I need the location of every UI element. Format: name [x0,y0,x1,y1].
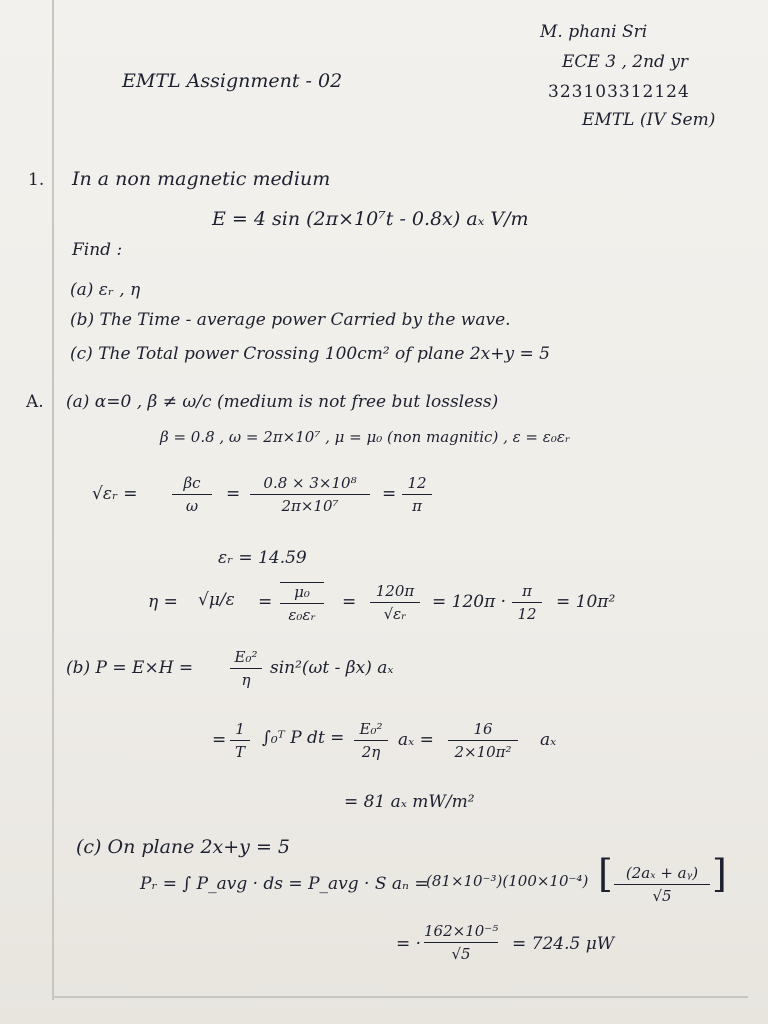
part-c-plane: (c) On plane 2x+y = 5 [76,836,290,858]
fraction-e0sq-over-eta: E₀² η [230,648,262,689]
bottom-rule [52,996,748,998]
fraction-pi-over-12: π 12 [512,582,542,623]
ax-unit: aₓ [540,730,557,750]
part-b-result: = 81 aₓ mW/m² [344,792,475,812]
part-c-power-integral: Pᵣ = ∫ P_avg · ds = P_avg · S aₙ = [140,874,429,894]
part-b-question: (b) The Time - average power Carried by the wave. [70,310,511,330]
margin-line [52,0,54,1000]
fraction-12-over-pi: 12 π [402,474,432,515]
equals-dot: = · [396,934,422,954]
part-c-question: (c) The Total power Crossing 100cm² of plane 2x+y = 5 [70,344,550,364]
fraction-120pi-over-sqrt-er: 120π √εᵣ [370,582,420,623]
fraction-beta-c-over-omega: βc ω [172,474,212,515]
time-integral: ∫₀ᵀ P dt = [262,728,345,748]
roll-number: 323103312124 [548,82,690,102]
equals-sign: = [212,730,227,750]
eta-mid: = 120π · [432,592,507,612]
eta-lhs: η = [148,592,178,612]
part-b-poynting: (b) P = E×H = [66,658,194,678]
student-class: ECE 3 , 2nd yr [562,52,689,72]
fraction-162e-5-over-sqrt5: 162×10⁻⁵ √5 [424,922,499,963]
part-a-givens: β = 0.8 , ω = 2π×10⁷ , μ = μ₀ (non magnitic) , ε = ε₀εᵣ [160,428,571,446]
assignment-title: EMTL Assignment - 02 [122,70,343,92]
student-name: M. phani Sri [540,22,648,42]
part-a-conditions: (a) α=0 , β ≠ ω/c (medium is not free but lossless) [66,392,499,412]
subject-label: EMTL (IV Sem) [582,110,716,130]
answer-label: A. [26,392,44,412]
given-field-equation: E = 4 sin (2π×10⁷t - 0.8x) aₓ V/m [212,208,529,230]
part-c-product: (81×10⁻³)(100×10⁻⁴) [426,872,589,890]
question-intro: In a non magnetic medium [72,168,331,190]
question-number: 1. [28,170,45,190]
part-c-result: = 724.5 μW [512,934,615,954]
fraction-e0sq-over-2eta: E₀² 2η [354,720,388,761]
ax-equals: aₓ = [398,730,434,750]
fraction-1-over-T: 1 T [230,720,250,761]
er-result: εᵣ = 14.59 [218,548,307,568]
sqrt-er-lhs: √εᵣ = [92,484,138,504]
fraction-mu0-over-eps: μ₀ ε₀εᵣ [280,582,324,624]
find-heading: Find : [72,240,123,260]
fraction-unit-normal: (2aₓ + aᵧ) √5 [614,864,710,905]
part-a-question: (a) εᵣ , η [70,280,141,300]
fraction-numeric: 0.8 × 3×10⁸ 2π×10⁷ [250,474,370,515]
eta-result: = 10π² [556,592,616,612]
eta-sqrt-mu-eps: √μ/ε [198,590,235,610]
notebook-page: M. phani Sri ECE 3 , 2nd yr 323103312124 EMTL (IV Sem) EMTL Assignment - 02 1. In a non magnetic medium E = 4 sin (2π×10⁷t - 0.8x) aₓ V/m Find : (a) εᵣ , η (b) The Time - average power Carried by the wave. (c) The Total power Crossing 100cm² of plane 2x+y = 5 A. (a) α=0 , β ≠ ω/c (medium is not free but lossless) β = 0.8 , ω = 2π×10⁷ , μ = μ₀ (non magnitic) , ε = ε₀εᵣ √εᵣ = βc ω = 0.8 × 3×10⁸ 2π×10⁷ = 12 π εᵣ = 14.59 η = √μ/ε = μ₀ ε₀εᵣ = 120π √εᵣ = 120π · π 12 = 10π² (b) P = E×H = E₀² η sin²(ωt - βx) aₓ = 1 T ∫₀ᵀ P dt = E₀² 2η aₓ = 16 2×10π² aₓ = 81 aₓ mW/m² (c) On plane 2x+y = 5 Pᵣ = ∫ P_avg · ds = P_avg · S aₙ = (81×10⁻³)(100×10⁻⁴) [ (2aₓ + aᵧ) √5 ] = · 162×10⁻⁵ √5 = 724.5 μW [0,0,768,1024]
part-b-sin-term: sin²(ωt - βx) aₓ [270,658,394,678]
fraction-16-over-20pi2: 16 2×10π² [448,720,518,761]
